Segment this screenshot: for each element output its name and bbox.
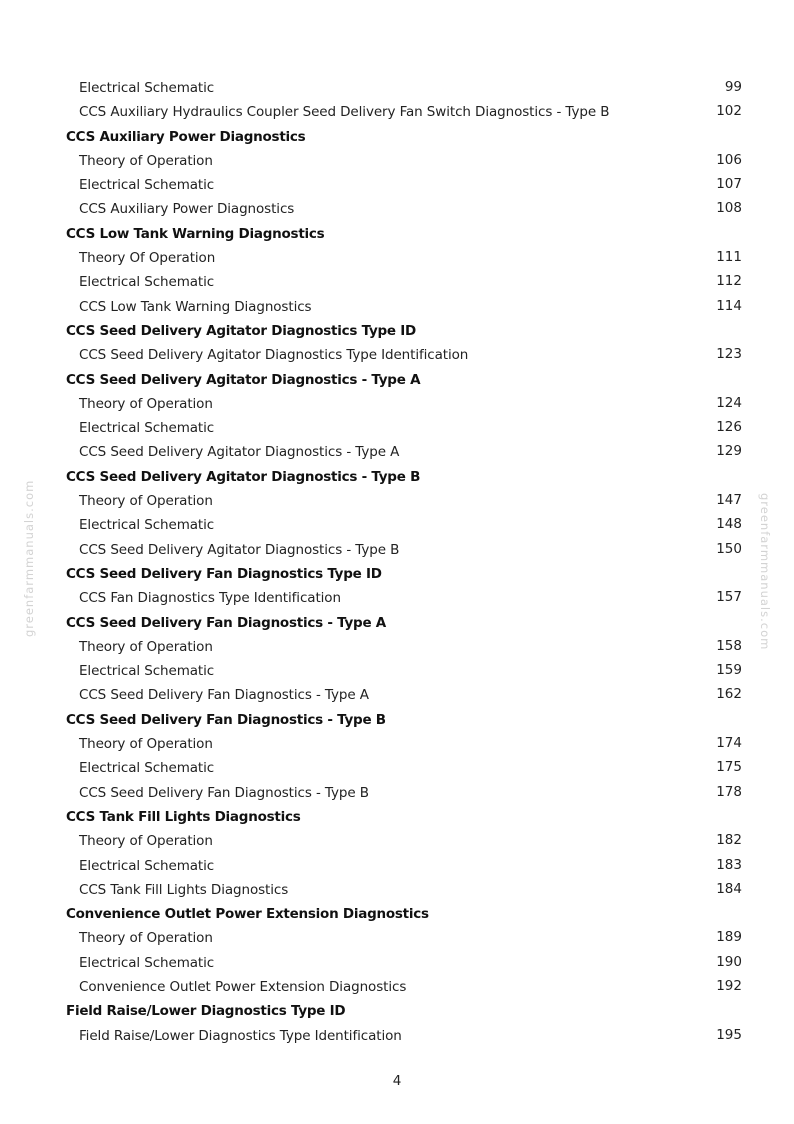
toc-entry[interactable] xyxy=(66,853,742,877)
toc-section-heading[interactable] xyxy=(66,318,742,342)
toc-entry[interactable] xyxy=(66,99,742,123)
toc-entry[interactable] xyxy=(66,439,742,463)
toc-entry-title: Electrical Schematic xyxy=(79,177,215,194)
toc-entry[interactable] xyxy=(66,294,742,318)
toc-entry-title: CCS Low Tank Warning Diagnostics xyxy=(79,298,312,315)
toc-entry[interactable] xyxy=(66,658,742,682)
toc-page-number: 99 xyxy=(724,79,742,95)
toc-entry-title: Theory of Operation xyxy=(79,152,213,169)
toc-page-number: 114 xyxy=(716,297,742,314)
toc-entry[interactable] xyxy=(66,585,742,609)
toc-section-heading[interactable] xyxy=(66,998,742,1022)
toc-section-title: CCS Seed Delivery Agitator Diagnostics - Type A xyxy=(66,371,421,388)
toc-page-number: 174 xyxy=(716,735,742,752)
toc-page-number: 159 xyxy=(716,662,742,679)
toc-page-number: 112 xyxy=(716,273,742,290)
toc-page-number: 123 xyxy=(716,346,742,363)
toc-page-number: 183 xyxy=(716,856,742,873)
toc-page-number: 195 xyxy=(716,1026,742,1043)
toc-entry-title: Electrical Schematic xyxy=(79,274,215,291)
toc-section-heading[interactable] xyxy=(66,124,742,148)
toc-section-title: CCS Tank Fill Lights Diagnostics xyxy=(66,808,301,825)
toc-entry-title: Theory of Operation xyxy=(79,395,213,412)
toc-entry-title: CCS Seed Delivery Agitator Diagnostics - Type B xyxy=(79,541,400,558)
toc-section-title: CCS Seed Delivery Fan Diagnostics - Type B xyxy=(66,711,386,728)
toc-page-number: 178 xyxy=(716,783,742,800)
toc-entry[interactable] xyxy=(66,75,742,99)
toc-page-number: 129 xyxy=(716,443,742,460)
toc-entry[interactable] xyxy=(66,731,742,755)
toc-entry-title: CCS Auxiliary Hydraulics Coupler Seed Delivery Fan Switch Diagnostics - Type B xyxy=(79,104,610,121)
toc-section-heading[interactable] xyxy=(66,610,742,634)
toc-entry[interactable] xyxy=(66,196,742,220)
toc-entry-title: Theory Of Operation xyxy=(79,250,216,267)
toc-page-number: 175 xyxy=(716,759,742,776)
toc-entry-title: Theory of Operation xyxy=(79,493,213,510)
toc-section-heading[interactable] xyxy=(66,367,742,391)
toc-entry[interactable] xyxy=(66,950,742,974)
toc-entry-title: CCS Tank Fill Lights Diagnostics xyxy=(79,881,289,898)
toc-section-heading[interactable] xyxy=(66,464,742,488)
toc-entry[interactable] xyxy=(66,245,742,269)
toc-section-heading[interactable] xyxy=(66,804,742,828)
toc-entry[interactable] xyxy=(66,755,742,779)
toc-section-heading[interactable] xyxy=(66,221,742,245)
toc-entry-title: Electrical Schematic xyxy=(79,760,215,777)
toc-entry[interactable] xyxy=(66,342,742,366)
toc-entry-title: CCS Seed Delivery Agitator Diagnostics Type Identification xyxy=(79,347,469,364)
toc-entry[interactable] xyxy=(66,488,742,512)
toc-page-number: 150 xyxy=(716,540,742,557)
toc-entry[interactable] xyxy=(66,148,742,172)
toc-page-number: 190 xyxy=(716,953,742,970)
toc-page-number: 148 xyxy=(716,516,742,533)
toc-entry-title: CCS Fan Diagnostics Type Identification xyxy=(79,590,341,607)
toc-page-number: 108 xyxy=(716,200,742,217)
toc-section-heading[interactable] xyxy=(66,707,742,731)
toc-page-number: 124 xyxy=(716,394,742,411)
toc-entry-title: Electrical Schematic xyxy=(79,663,215,680)
toc-section-heading[interactable] xyxy=(66,901,742,925)
toc-entry[interactable] xyxy=(66,828,742,852)
toc-page-number: 102 xyxy=(716,103,742,120)
toc-page-number: 106 xyxy=(716,151,742,168)
page-number: 4 xyxy=(392,1073,402,1089)
toc-page-number: 107 xyxy=(716,176,742,193)
toc-entry[interactable] xyxy=(66,974,742,998)
toc-entry[interactable] xyxy=(66,925,742,949)
toc-page-number: 189 xyxy=(716,929,742,946)
toc-entry-title: Electrical Schematic xyxy=(79,857,215,874)
toc-entry[interactable] xyxy=(66,537,742,561)
toc-section-title: CCS Seed Delivery Fan Diagnostics Type ID xyxy=(66,565,382,582)
toc-entry-title: Electrical Schematic xyxy=(79,517,215,534)
toc-page-number: 182 xyxy=(716,832,742,849)
toc-entry-title: Theory of Operation xyxy=(79,638,213,655)
toc-entry[interactable] xyxy=(66,780,742,804)
toc-page-number: 111 xyxy=(716,249,742,266)
watermark-right: greenfarmmanuals.com xyxy=(758,493,772,651)
toc-page-number: 126 xyxy=(716,419,742,436)
toc-entry[interactable] xyxy=(66,172,742,196)
toc-entry-title: CCS Seed Delivery Fan Diagnostics - Type B xyxy=(79,784,369,801)
toc-entry-title: Theory of Operation xyxy=(79,930,213,947)
toc-section-title: CCS Auxiliary Power Diagnostics xyxy=(66,128,306,145)
toc-page-number: 184 xyxy=(716,880,742,897)
table-of-contents xyxy=(66,75,742,1047)
toc-section-title: Field Raise/Lower Diagnostics Type ID xyxy=(66,1003,346,1020)
toc-section-title: CCS Seed Delivery Agitator Diagnostics Type ID xyxy=(66,322,417,339)
toc-page-number: 158 xyxy=(716,637,742,654)
toc-entry-title: Field Raise/Lower Diagnostics Type Identification xyxy=(79,1027,402,1044)
toc-entry[interactable] xyxy=(66,415,742,439)
toc-section-title: CCS Seed Delivery Agitator Diagnostics - Type B xyxy=(66,468,421,485)
toc-page-number: 192 xyxy=(716,977,742,994)
toc-entry[interactable] xyxy=(66,877,742,901)
toc-section-title: Convenience Outlet Power Extension Diagnostics xyxy=(66,906,429,923)
toc-entry[interactable] xyxy=(66,391,742,415)
toc-entry[interactable] xyxy=(66,512,742,536)
toc-entry[interactable] xyxy=(66,634,742,658)
toc-section-title: CCS Seed Delivery Fan Diagnostics - Type A xyxy=(66,614,386,631)
toc-entry[interactable] xyxy=(66,1023,742,1047)
toc-entry-title: CCS Seed Delivery Fan Diagnostics - Type A xyxy=(79,687,369,704)
toc-section-title: CCS Low Tank Warning Diagnostics xyxy=(66,225,325,242)
toc-entry[interactable] xyxy=(66,269,742,293)
toc-entry-title: Convenience Outlet Power Extension Diagnostics xyxy=(79,978,407,995)
watermark-left: greenfarmmanuals.com xyxy=(22,479,36,637)
toc-entry-title: CCS Seed Delivery Agitator Diagnostics - Type A xyxy=(79,444,400,461)
toc-page-number: 162 xyxy=(716,686,742,703)
toc-entry-title: Theory of Operation xyxy=(79,833,213,850)
toc-entry[interactable] xyxy=(66,682,742,706)
toc-section-heading[interactable] xyxy=(66,561,742,585)
toc-entry-title: CCS Auxiliary Power Diagnostics xyxy=(79,201,295,218)
toc-page-number: 147 xyxy=(716,492,742,509)
toc-entry-title: Electrical Schematic xyxy=(79,80,215,96)
toc-entry-title: Theory of Operation xyxy=(79,736,213,753)
toc-entry-title: Electrical Schematic xyxy=(79,420,215,437)
toc-page-number: 157 xyxy=(716,589,742,606)
toc-entry-title: Electrical Schematic xyxy=(79,954,215,971)
